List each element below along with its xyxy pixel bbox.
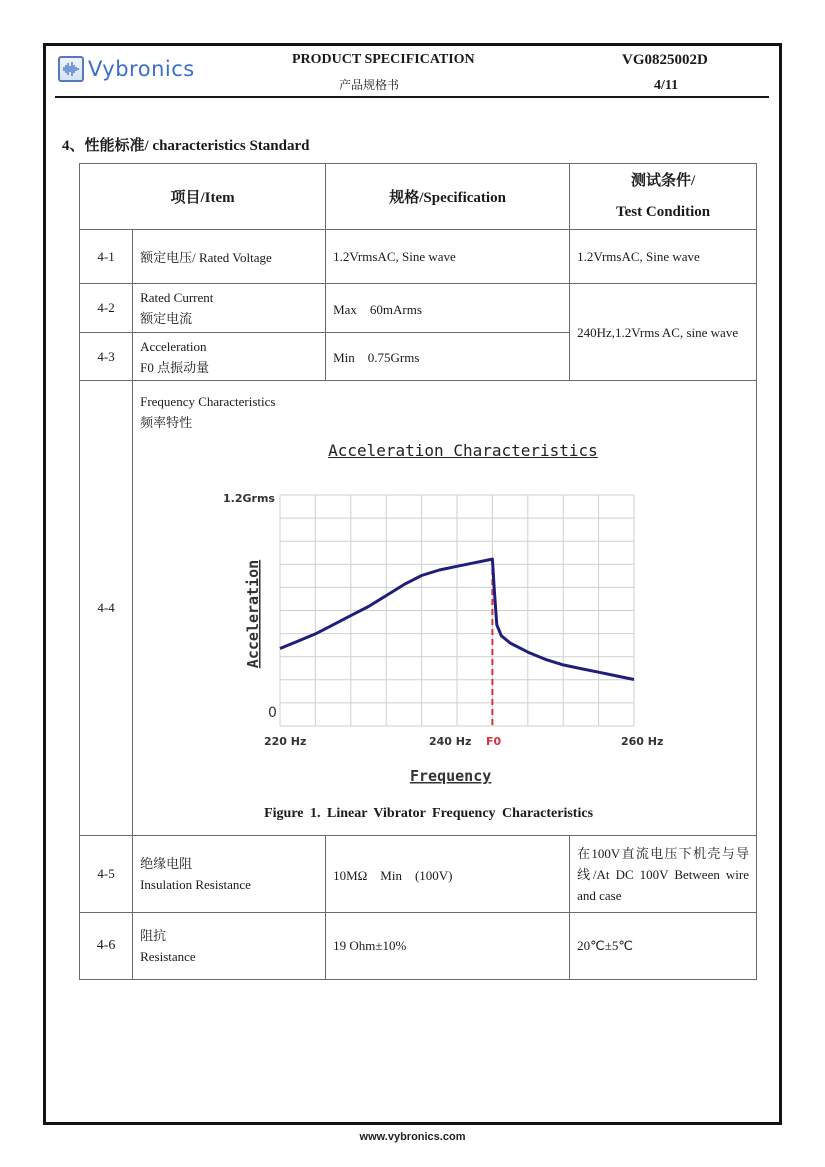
chart-title: Acceleration Characteristics <box>328 441 598 460</box>
row-item-line1: 绝缘电阻 <box>140 856 193 871</box>
row-condition: 在100V直流电压下机壳与导线/At DC 100V Between wire and case <box>570 836 757 913</box>
row-spec: 19 Ohm±10% <box>326 913 570 980</box>
table-header-row <box>80 164 757 230</box>
row-item-line1: Rated Current <box>140 290 214 305</box>
row-item <box>133 913 326 980</box>
x-tick-240: 240 Hz <box>429 735 472 748</box>
section-title: 4、性能标准/ characteristics Standard <box>62 138 310 154</box>
table-row-chart <box>80 381 757 836</box>
row-number: 4-5 <box>80 836 133 913</box>
x-tick-220: 220 Hz <box>264 735 307 748</box>
chart-label-en: Frequency Characteristics <box>140 394 276 409</box>
footer-url: www.vybronics.com <box>359 1131 466 1143</box>
page-number: 4/11 <box>654 78 679 93</box>
table-row <box>80 230 757 284</box>
row-condition: 1.2VrmsAC, Sine wave <box>570 230 757 284</box>
chart-cell <box>133 381 757 836</box>
row-item-line1: Acceleration <box>140 338 207 354</box>
y-tick-max: 1.2Grms <box>223 492 276 505</box>
header-condition-line1: 测试条件/ <box>630 172 696 189</box>
row-item-line2: 额定电流 <box>140 311 193 326</box>
x-axis-title: Frequency <box>410 767 492 785</box>
row-number: 4-1 <box>80 230 133 284</box>
row-item-line1: 阻抗 <box>140 928 167 943</box>
chart-label-cn: 频率特性 <box>140 415 193 430</box>
row-spec: Max 60mArms <box>326 284 570 333</box>
y-axis-title: Acceleration <box>244 559 263 669</box>
row-number: 4-3 <box>80 333 133 381</box>
row-item <box>133 284 326 333</box>
document-title: PRODUCT SPECIFICATION <box>292 52 475 67</box>
header-divider <box>55 96 769 98</box>
y-tick-zero: 0 <box>268 705 278 721</box>
logo-text: Vybronics <box>88 57 195 81</box>
row-number: 4-6 <box>80 913 133 980</box>
acceleration-chart <box>133 381 743 835</box>
row-number: 4-4 <box>80 381 133 836</box>
chart-container <box>133 381 756 835</box>
row-spec: 1.2VrmsAC, Sine wave <box>326 230 570 284</box>
x-tick-f0: F0 <box>486 735 502 748</box>
header-item: 项目/Item <box>80 164 326 230</box>
row-spec: 10MΩ Min (100V) <box>326 836 570 913</box>
row-number: 4-2 <box>80 284 133 333</box>
header-condition <box>570 164 757 230</box>
header-spec: 规格/Specification <box>326 164 570 230</box>
table-row <box>80 284 757 333</box>
row-condition: 20℃±5℃ <box>570 913 757 980</box>
row-item: 额定电压/ Rated Voltage <box>133 230 326 284</box>
x-tick-260: 260 Hz <box>621 735 664 748</box>
waveform-logo-icon <box>58 56 84 82</box>
vybronics-logo <box>58 56 195 82</box>
table-row <box>80 913 757 980</box>
row-item-line2: F0 点振动量 <box>140 359 210 375</box>
figure-caption: Figure 1. Linear Vibrator Frequency Characteristics <box>264 806 594 821</box>
row-condition: 240Hz,1.2Vrms AC, sine wave <box>570 284 757 381</box>
spec-table <box>79 163 757 980</box>
table-row <box>80 836 757 913</box>
row-item-line2: Resistance <box>140 949 196 964</box>
row-spec: Min 0.75Grms <box>326 333 570 381</box>
document-subtitle: 产品规格书 <box>339 78 400 92</box>
document-number: VG0825002D <box>622 52 708 68</box>
row-item <box>133 333 326 381</box>
row-item-line2: Insulation Resistance <box>140 877 251 892</box>
header-condition-line2: Test Condition <box>616 203 711 220</box>
row-item <box>133 836 326 913</box>
